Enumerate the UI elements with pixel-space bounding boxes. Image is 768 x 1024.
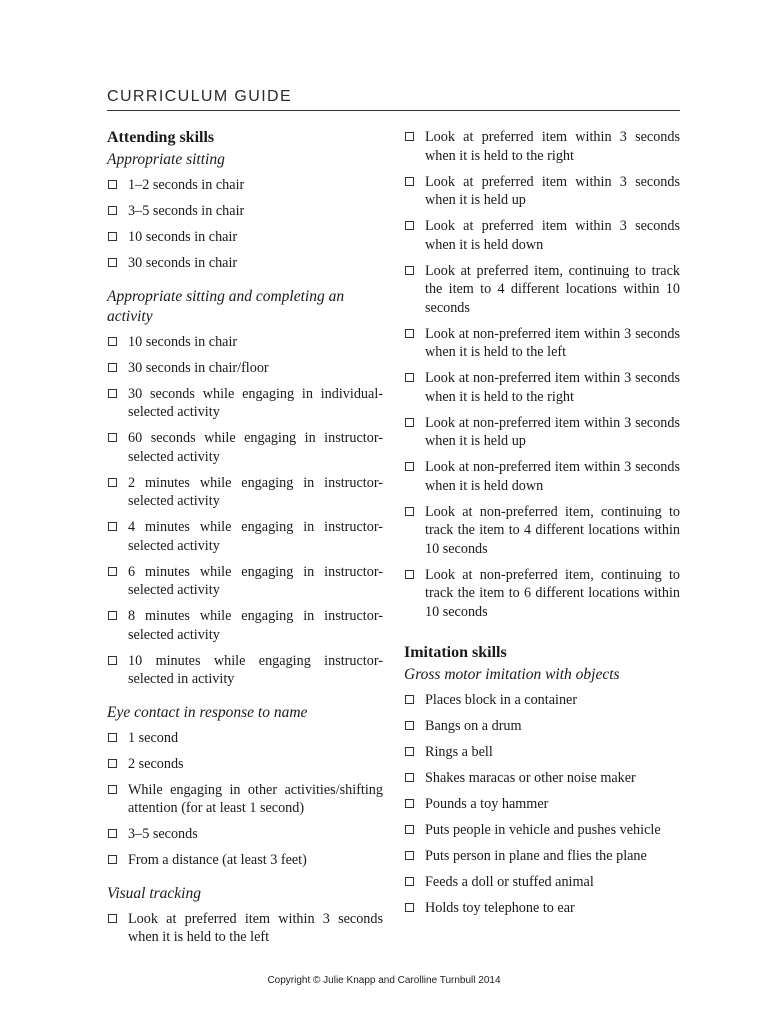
checklist-item-text: Look at preferred item within 3 seconds when it is held to the right [425,129,680,164]
checkbox-icon[interactable] [405,695,414,704]
checklist-item-text: Puts people in vehicle and pushes vehicle [425,822,661,838]
checklist-item-text: Shakes maracas or other noise maker [425,770,636,786]
checkbox-icon[interactable] [108,567,117,576]
checklist-item [107,202,383,221]
checklist-item-text: Look at preferred item within 3 seconds when it is held to the left [128,910,383,945]
checklist-item [107,176,383,195]
checklist-item-text: 30 seconds in chair [128,255,238,271]
checklist-item [404,795,680,814]
checkbox-icon[interactable] [405,132,414,141]
checklist-item-text: Feeds a doll or stuffed animal [425,874,594,890]
checklist-item [404,873,680,892]
checklist-item-text: 30 seconds while engaging in individual-selected activity [128,385,383,420]
checklist-item-text: 3–5 seconds [128,826,198,842]
subsection-title: Visual tracking [107,884,201,902]
checklist-item [404,821,680,840]
checklist-item [107,755,383,774]
checklist-item-text: Look at non-preferred item within 3 seconds when it is held up [425,414,680,449]
copyright-footer: Copyright © Julie Knapp and Carolline Turnbull 2014 [267,975,501,986]
page-header: CURRICULUM GUIDE [107,88,680,111]
checklist-item-text: 60 seconds while engaging in instructor-selected activity [128,430,383,465]
checklist-item [107,607,383,644]
checkbox-icon[interactable] [405,329,414,338]
subsection-title: Eye contact in response to name [107,703,308,721]
checklist [404,128,680,621]
checkbox-icon[interactable] [405,570,414,579]
checkbox-icon[interactable] [108,389,117,398]
checkbox-icon[interactable] [405,507,414,516]
checklist-item-text: 10 minutes while engaging instructor-selected in activity [128,652,383,687]
checklist-item-text: Bangs on a drum [425,718,522,734]
checkbox-icon[interactable] [405,773,414,782]
checklist-item-text: 4 minutes while engaging in instructor-selected activity [128,519,383,554]
subsection-title: Gross motor imitation with objects [404,666,620,683]
checkbox-icon[interactable] [108,656,117,665]
checklist [107,729,383,870]
checkbox-icon[interactable] [108,258,117,267]
checklist-item [107,429,383,466]
checkbox-icon[interactable] [108,337,117,346]
checkbox-icon[interactable] [405,747,414,756]
checklist-item [404,717,680,736]
checklist-item-text: Look at non-preferred item, continuing to track the item to 6 different locations within 10 seconds [425,566,680,620]
checklist-item-text: 30 seconds in chair/floor [128,359,269,376]
checkbox-icon[interactable] [108,785,117,794]
checklist-item-text: Look at non-preferred item within 3 seconds when it is held to the right [425,370,680,405]
checklist-item [404,691,680,710]
checklist-item [404,566,680,622]
checklist-item-text: Look at preferred item within 3 seconds when it is held up [425,173,680,208]
checklist-item [107,910,383,947]
checklist [107,910,383,947]
checklist [404,691,680,918]
checkbox-icon[interactable] [108,180,117,189]
checklist-item [404,262,680,318]
checkbox-icon[interactable] [405,825,414,834]
checklist-item-text: Holds toy telephone to ear [425,900,575,916]
checklist-item-text: While engaging in other activities/shifting attention (for at least 1 second) [128,781,383,816]
checklist-item [107,518,383,555]
checkbox-icon[interactable] [405,266,414,275]
checkbox-icon[interactable] [405,373,414,382]
checklist-item [404,899,680,918]
checkbox-icon[interactable] [108,829,117,838]
checklist-item-text: Pounds a toy hammer [425,796,549,812]
checklist-item [404,325,680,362]
checklist-item-text: Look at non-preferred item within 3 seconds when it is held to the left [425,325,680,360]
checkbox-icon[interactable] [405,799,414,808]
subsection-title: Appropriate sitting and completing an activity [107,287,345,325]
right-column [404,128,680,925]
checkbox-icon[interactable] [108,914,117,923]
checklist-item [107,254,383,273]
left-column [107,128,383,954]
checklist-item [107,474,383,511]
checklist-item [404,503,680,559]
checklist-item [404,847,680,866]
checklist-item-text: 6 minutes while engaging in instructor-selected activity [128,563,383,598]
checklist-item-text: 8 minutes while engaging in instructor-selected activity [128,608,383,643]
checklist-item [107,781,383,818]
checklist-item [404,743,680,762]
checklist-item-text: Rings a bell [425,744,493,760]
checkbox-icon[interactable] [108,733,117,742]
checklist-item-text: 10 seconds in chair [128,333,238,350]
checkbox-icon[interactable] [108,206,117,215]
checklist-item [107,825,383,844]
checkbox-icon[interactable] [405,177,414,186]
checklist-item [404,414,680,451]
checkbox-icon[interactable] [405,721,414,730]
checklist-item-text: From a distance (at least 3 feet) [128,852,307,868]
checklist-item-text: Look at preferred item within 3 seconds when it is held down [425,218,680,253]
section-title-imitation-skills: Imitation skills [404,644,507,661]
checklist-item [404,458,680,495]
subsection-title: Appropriate sitting [107,151,225,168]
checklist-item-text: Puts person in plane and flies the plane [425,848,647,864]
checkbox-icon[interactable] [108,759,117,768]
checkbox-icon[interactable] [108,522,117,531]
checkbox-icon[interactable] [405,221,414,230]
checklist-item-text: 1–2 seconds in chair [128,177,245,193]
checklist-item-text: Look at preferred item, continuing to track the item to 4 different locations within 10 seconds [425,262,680,316]
checklist-item-text: 2 minutes while engaging in instructor-selected activity [128,474,383,509]
checklist-item [404,769,680,788]
checkbox-icon[interactable] [108,232,117,241]
checkbox-icon[interactable] [108,855,117,864]
checklist-item-text: Look at non-preferred item, continuing to track the item to 4 different locations within 10 seconds [425,503,680,557]
checklist-item [107,851,383,870]
checklist-item [404,369,680,406]
checkbox-icon[interactable] [405,851,414,860]
checklist-item-text: Look at non-preferred item within 3 seconds when it is held down [425,459,680,494]
checklist-item [107,359,383,378]
checklist-item [107,228,383,247]
checklist-item [404,173,680,210]
checklist-item-text: 10 seconds in chair [128,229,238,245]
checklist-item-text: 2 seconds [128,755,184,772]
checkbox-icon[interactable] [108,433,117,442]
checklist-item-text: 3–5 seconds in chair [128,203,245,219]
checklist-item [107,652,383,689]
checklist-item [404,128,680,165]
checklist-item [107,729,383,748]
checkbox-icon[interactable] [405,877,414,886]
checkbox-icon[interactable] [108,611,117,620]
section-title-attending-skills: Attending skills [107,129,215,146]
checkbox-icon[interactable] [108,478,117,487]
checklist-item-text: 1 second [128,729,179,746]
checklist-item [107,333,383,352]
checkbox-icon[interactable] [108,363,117,372]
checklist-item [107,385,383,422]
checklist-item [107,563,383,600]
checkbox-icon[interactable] [405,462,414,471]
checklist [107,333,383,689]
checkbox-icon[interactable] [405,418,414,427]
checklist [107,176,383,273]
checklist-item-text: Places block in a container [425,692,578,708]
checklist-item [404,217,680,254]
checkbox-icon[interactable] [405,903,414,912]
